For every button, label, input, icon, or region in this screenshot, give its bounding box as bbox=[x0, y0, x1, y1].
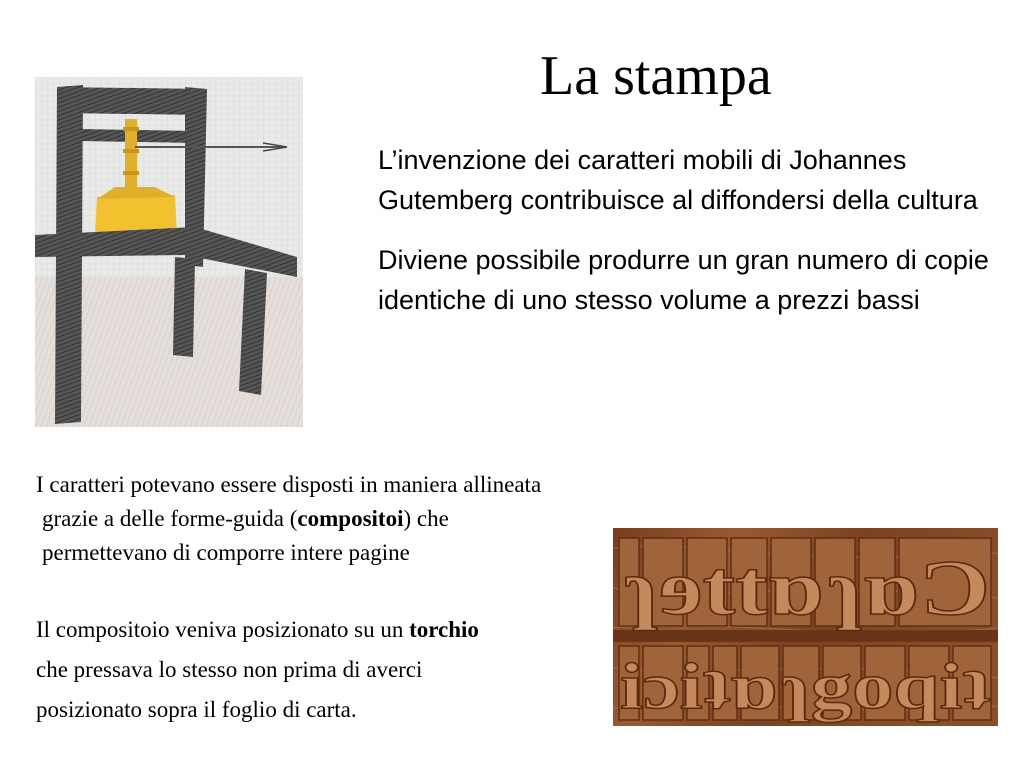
movable-type-image bbox=[613, 528, 998, 726]
paragraph-line bbox=[36, 502, 696, 536]
paragraph-line: posizionato sopra il foglio di carta. bbox=[36, 697, 357, 722]
text-span: ) che bbox=[403, 506, 449, 531]
bold-term: torchio bbox=[409, 617, 479, 642]
bold-term: compositoi bbox=[297, 506, 404, 531]
printing-press-drawing bbox=[35, 77, 303, 427]
type-letters-row1: ɿɘttɒɿɒƆ bbox=[620, 544, 990, 631]
bullet-list bbox=[378, 140, 998, 340]
paragraph-line: che pressava lo stesso non prima di averci bbox=[36, 657, 423, 682]
type-letters-row2: iɔiʇɒɿgoqiʇ bbox=[620, 650, 991, 723]
compositoi-paragraph bbox=[36, 468, 696, 570]
paragraph-line: I caratteri potevano essere disposti in maniera allineata bbox=[36, 472, 542, 497]
text-span: Il compositoio veniva posizionato su un bbox=[36, 617, 410, 642]
torchio-paragraph bbox=[36, 610, 616, 730]
paragraph-line: permettevano di comporre intere pagine bbox=[42, 540, 410, 565]
text-span: grazie a delle forme-guida ( bbox=[42, 506, 298, 531]
paragraph-line bbox=[36, 610, 616, 650]
bullet-item: L’invenzione dei caratteri mobili di Johannes Gutemberg contribuisce al diffondersi della cultura bbox=[378, 145, 978, 215]
bullet-item: Diviene possibile produrre un gran numero di copie identiche di uno stesso volume a prezzi bassi bbox=[378, 245, 989, 315]
slide-title: La stampa bbox=[540, 45, 772, 107]
